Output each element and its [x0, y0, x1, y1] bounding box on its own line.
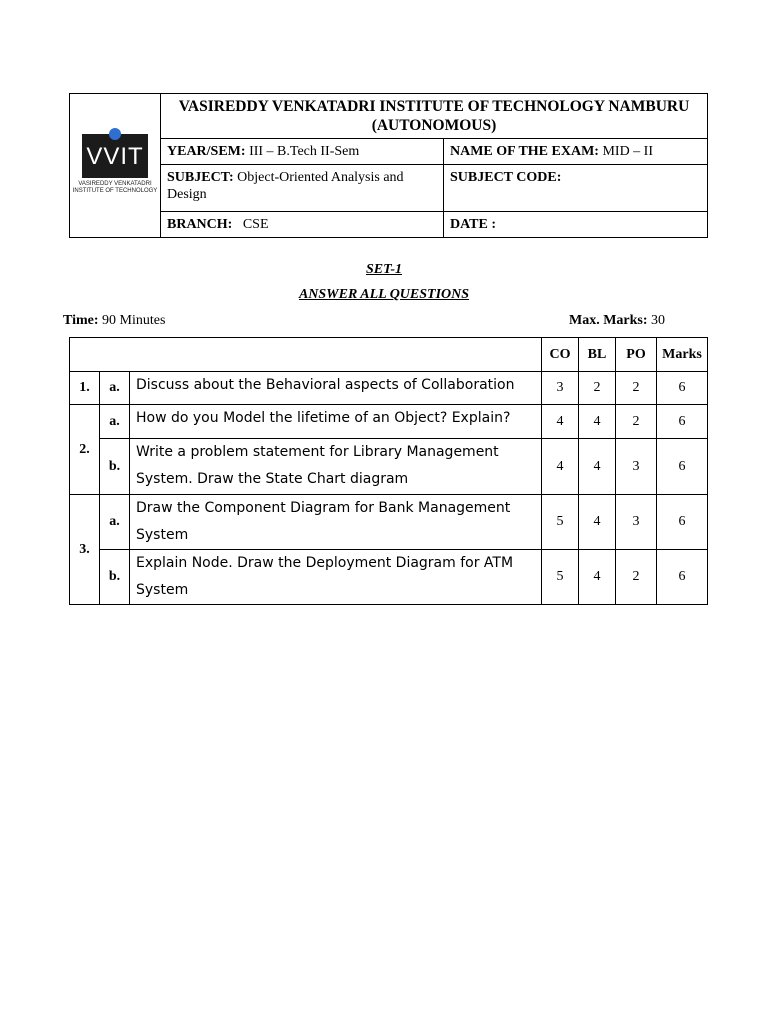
col-co: CO: [542, 338, 579, 372]
max-marks-info: Max. Marks: 30: [569, 313, 666, 328]
branch-cell: BRANCH: CSE: [161, 212, 444, 238]
questions-table: [69, 337, 708, 605]
table-row: 1. a. Discuss about the Behavioral aspects of Collaboration 3 2 2 6: [70, 372, 708, 405]
table-row: 2. a. How do you Model the lifetime of an Object? Explain? 4 4 2 6: [70, 405, 708, 439]
globe-icon: [109, 128, 121, 140]
exam-header-table: [69, 93, 708, 238]
set-title: SET-1: [365, 262, 403, 277]
table-row: b. Write a problem statement for Library Management System. Draw the State Chart diagram 4 4 3 6: [70, 439, 708, 495]
question-text: Write a problem statement for Library Management System. Draw the State Chart diagram: [130, 439, 542, 495]
question-text: How do you Model the lifetime of an Object? Explain?: [130, 405, 542, 439]
question-text: Draw the Component Diagram for Bank Management System: [130, 495, 542, 550]
vvit-logo: VVIT VASIREDDY VENKATADRI INSTITUTE OF TECHNOLOGY: [72, 134, 158, 195]
table-row: 3. a. Draw the Component Diagram for Bank Management System 5 4 3 6: [70, 495, 708, 550]
subject-code-cell: SUBJECT CODE:: [444, 165, 708, 212]
col-po: PO: [616, 338, 657, 372]
col-marks: Marks: [657, 338, 708, 372]
institute-name: VASIREDDY VENKATADRI INSTITUTE OF TECHNOLOGY NAMBURU (AUTONOMOUS): [161, 94, 708, 139]
subject-cell: SUBJECT: Object-Oriented Analysis and Design: [161, 165, 444, 212]
question-text: Discuss about the Behavioral aspects of Collaboration: [130, 372, 542, 405]
date-cell: DATE :: [444, 212, 708, 238]
year-sem-cell: YEAR/SEM: III – B.Tech II-Sem: [161, 139, 444, 165]
col-bl: BL: [579, 338, 616, 372]
instruction: ANSWER ALL QUESTIONS: [298, 287, 470, 302]
logo-cell: [70, 94, 161, 238]
table-row: b. Explain Node. Draw the Deployment Diagram for ATM System 5 4 2 6: [70, 550, 708, 605]
table-header-row: [70, 338, 708, 372]
question-text: Explain Node. Draw the Deployment Diagram for ATM System: [130, 550, 542, 605]
exam-name-cell: NAME OF THE EXAM: MID – II: [444, 139, 708, 165]
time-info: Time: 90 Minutes: [63, 313, 166, 328]
